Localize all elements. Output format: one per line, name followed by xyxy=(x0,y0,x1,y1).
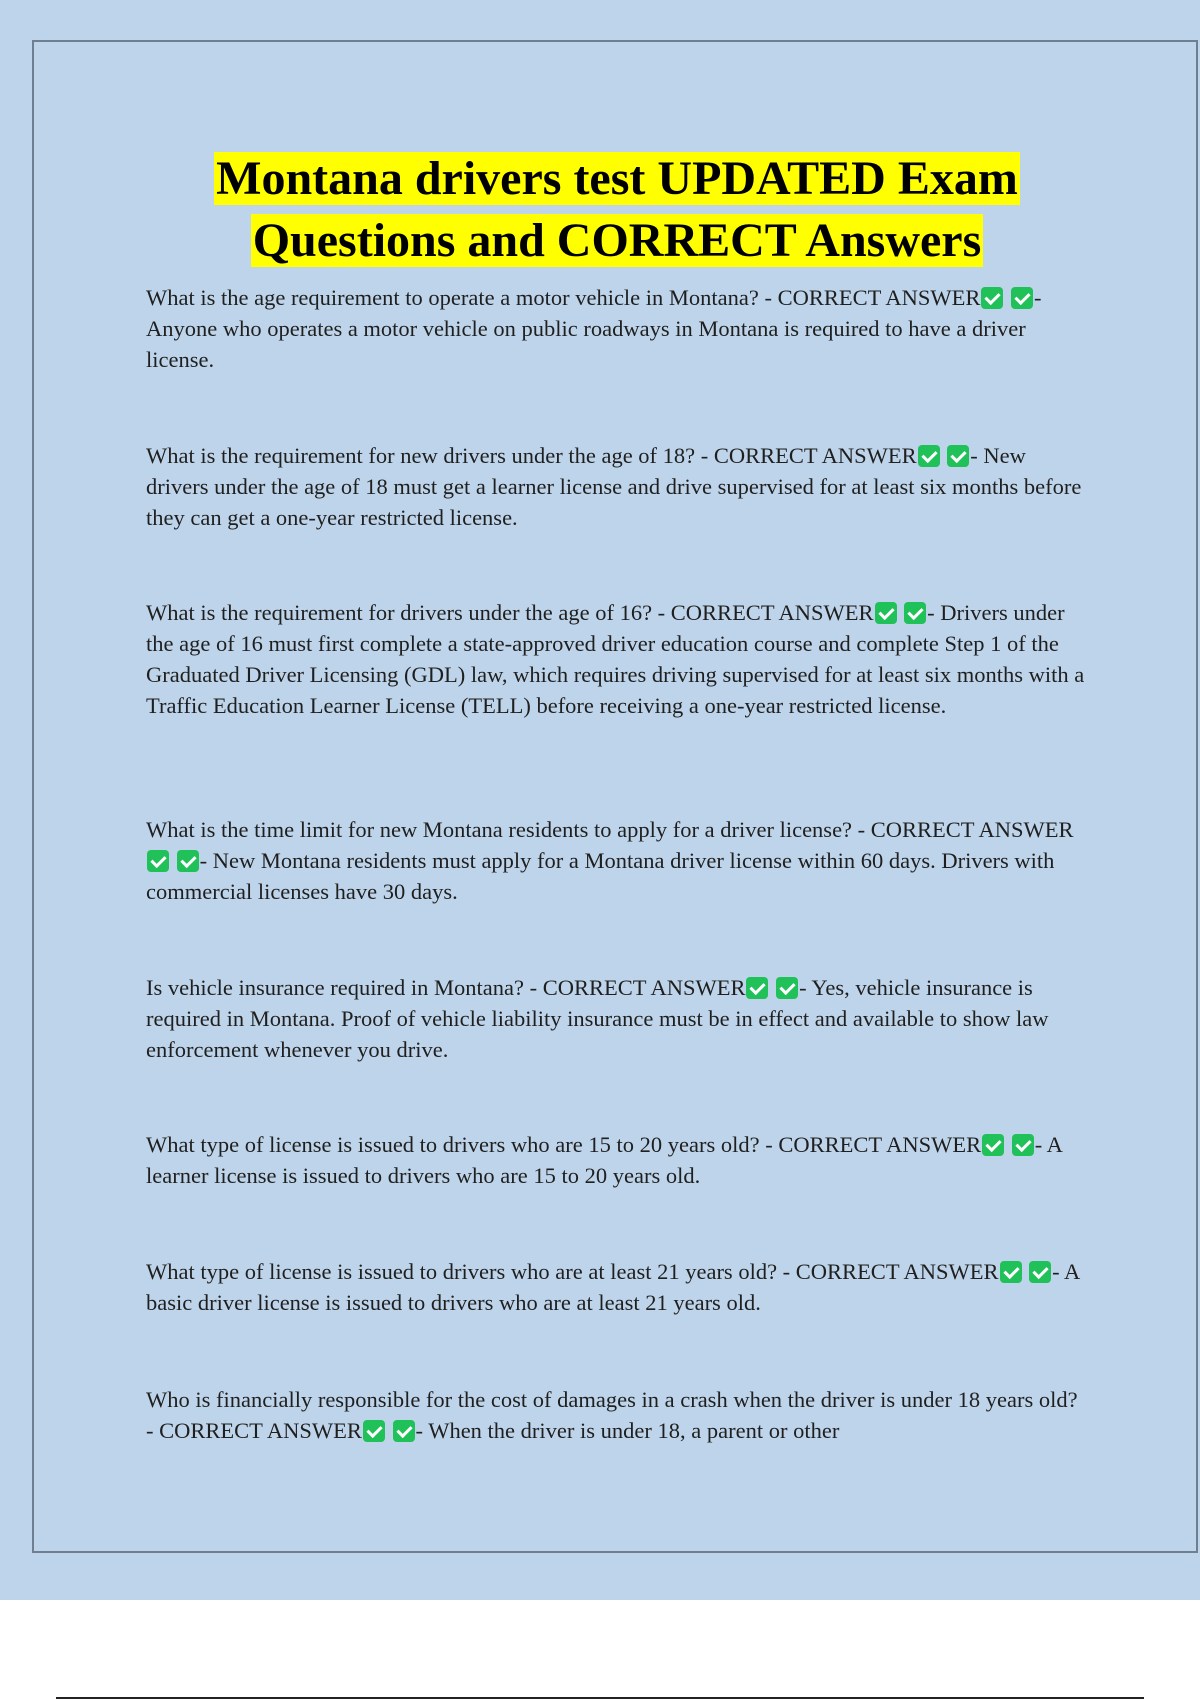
qa-question: What type of license is issued to drivers who are at least 21 years old? - CORRECT xyxy=(146,1259,904,1284)
checkmark-icon xyxy=(363,1420,385,1442)
qa-item xyxy=(146,597,1086,721)
correct-answer-label: ANSWER xyxy=(978,817,1074,842)
title-line-2: Questions and CORRECT Answers xyxy=(252,214,982,267)
qa-answer: - Anyone who operates a motor vehicle on public roadways in Montana is required to have a driver license. xyxy=(146,285,1042,372)
checkmark-icon xyxy=(1011,287,1033,309)
checkmark-icon xyxy=(1029,1261,1051,1283)
correct-answer-label: ANSWER xyxy=(885,285,981,310)
checkmark-icon xyxy=(776,977,798,999)
qa-question: Is vehicle insurance required in Montana? - xyxy=(146,975,543,1000)
qa-item xyxy=(146,814,1086,907)
checkmark-icon xyxy=(904,602,926,624)
correct-answer-label: CORRECT ANSWER xyxy=(713,443,917,468)
correct-answer-label: CORRECT ANSWER xyxy=(542,975,746,1000)
qa-item xyxy=(146,972,1086,1065)
qa-question: Who is financially responsible for the cost of damages in a crash when the driver is under 18 years old? - xyxy=(146,1387,1078,1443)
checkmark-icon xyxy=(982,1134,1004,1156)
qa-answer: - A learner license is issued to drivers who are 15 to 20 years old. xyxy=(146,1132,1062,1188)
qa-item xyxy=(146,1384,1086,1446)
checkmark-icon xyxy=(947,445,969,467)
correct-answer-label: ANSWER xyxy=(886,1132,982,1157)
checkmark-icon xyxy=(746,977,768,999)
checkmark-icon xyxy=(981,287,1003,309)
correct-answer-label: CORRECT ANSWER xyxy=(159,1418,362,1443)
checkmark-icon xyxy=(147,850,169,872)
footer-rule xyxy=(56,1697,1144,1699)
title-line-1: Montana drivers test UPDATED Exam xyxy=(216,152,1018,205)
checkmark-icon xyxy=(177,850,199,872)
qa-question: What is the time limit for new Montana residents to apply for a driver license? - CORRECT xyxy=(146,817,979,842)
checkmark-icon xyxy=(393,1420,415,1442)
qa-question: What type of license is issued to drivers who are 15 to 20 years old? - CORRECT xyxy=(146,1132,887,1157)
qa-answer: - New drivers under the age of 18 must get a learner license and drive supervised for at least six months before they can get a one-year restricted license. xyxy=(146,443,1082,530)
checkmark-icon xyxy=(918,445,940,467)
correct-answer-label: ANSWER xyxy=(903,1259,999,1284)
qa-answer: - A basic driver license is issued to drivers who are at least 21 years old. xyxy=(146,1259,1080,1315)
checkmark-icon xyxy=(1012,1134,1034,1156)
qa-item xyxy=(146,282,1086,375)
qa-answer: - New Montana residents must apply for a Montana driver license within 60 days. Drivers with commercial licenses have 30 days. xyxy=(146,848,1055,904)
qa-question: What is the requirement for new drivers under the age of 18? - xyxy=(146,443,714,468)
qa-item xyxy=(146,440,1086,533)
qa-answer: - When the driver is under 18, a parent or other xyxy=(415,1418,840,1443)
qa-answer: - Yes, vehicle insurance is required in Montana. Proof of vehicle liability insurance must be in effect and available to show law enforcement whenever you drive. xyxy=(146,975,1049,1062)
checkmark-icon xyxy=(1000,1261,1022,1283)
qa-item xyxy=(146,1129,1086,1191)
qa-question: What is the age requirement to operate a motor vehicle in Montana? - CORRECT xyxy=(146,285,886,310)
checkmark-icon xyxy=(875,602,897,624)
qa-answer: - Drivers under the age of 16 must first complete a state-approved driver education course and complete Step 1 of the Graduated Driver Licensing (GDL) law, which requires driving supervised for at least six months with a Traffic Education Learner License (TELL) before receiving a one-year restricted license. xyxy=(146,600,1085,718)
correct-answer-label: CORRECT ANSWER xyxy=(670,600,874,625)
qa-item xyxy=(146,1256,1086,1318)
qa-question: What is the requirement for drivers under the age of 16? - xyxy=(146,600,671,625)
document-title xyxy=(0,148,1200,272)
